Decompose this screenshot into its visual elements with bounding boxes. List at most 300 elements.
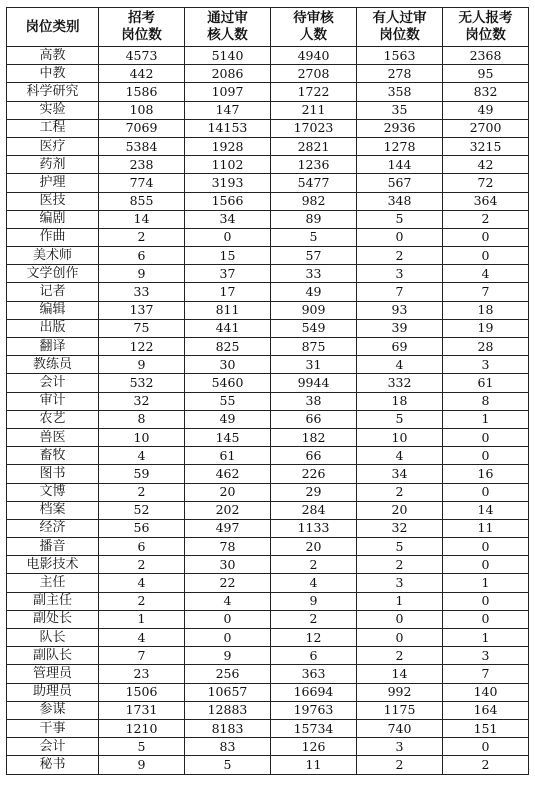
positions-with-approved-cell: 93 [357,301,443,319]
positions-without-applicants-cell: 3 [443,356,529,374]
approved-count-header [185,8,271,47]
approved-count-cell: 17 [185,283,271,301]
approved-count-cell: 462 [185,465,271,483]
category-cell: 副处长 [7,610,99,628]
approved-count-cell: 145 [185,428,271,446]
category-cell: 副队长 [7,647,99,665]
category-cell: 记者 [7,283,99,301]
category-cell: 助理员 [7,683,99,701]
document-page [6,7,529,775]
positions-with-approved-cell: 4 [357,447,443,465]
approved-count-cell: 0 [185,629,271,647]
positions-with-approved-cell: 10 [357,428,443,446]
pending-count-cell: 89 [271,210,357,228]
header-line: 通过审 [207,10,248,26]
table-row [7,701,529,719]
category-cell: 审计 [7,392,99,410]
pending-count-cell: 66 [271,447,357,465]
table-row [7,65,529,83]
table-row [7,228,529,246]
table-row [7,465,529,483]
recruit-positions-cell: 2 [99,483,185,501]
positions-without-applicants-cell: 61 [443,374,529,392]
category-cell: 电影技术 [7,556,99,574]
table-row [7,629,529,647]
recruit-positions-cell: 2 [99,592,185,610]
pending-count-cell: 1722 [271,83,357,101]
positions-without-applicants-cell: 140 [443,683,529,701]
positions-without-applicants-cell: 19 [443,319,529,337]
table-row [7,538,529,556]
positions-without-applicants-cell: 0 [443,610,529,628]
approved-count-cell: 9 [185,647,271,665]
category-cell: 中教 [7,65,99,83]
category-cell: 队长 [7,629,99,647]
category-cell: 主任 [7,574,99,592]
positions-with-approved-cell: 35 [357,101,443,119]
table-row [7,392,529,410]
table-body [7,47,529,775]
table-row [7,665,529,683]
positions-with-approved-cell: 332 [357,374,443,392]
category-cell: 会计 [7,738,99,756]
pending-count-cell: 9 [271,592,357,610]
pending-count-cell: 909 [271,301,357,319]
pending-count-cell: 57 [271,247,357,265]
recruit-positions-cell: 1586 [99,83,185,101]
category-cell: 档案 [7,501,99,519]
approved-count-cell: 5 [185,756,271,774]
positions-with-approved-cell: 992 [357,683,443,701]
pending-count-cell: 2 [271,556,357,574]
table-row [7,101,529,119]
recruit-positions-cell: 33 [99,283,185,301]
pending-count-header [271,8,357,47]
positions-without-applicants-cell: 0 [443,228,529,246]
category-cell: 翻译 [7,338,99,356]
positions-without-applicants-cell: 1 [443,574,529,592]
positions-with-approved-cell: 0 [357,629,443,647]
positions-without-applicants-cell: 2368 [443,47,529,65]
positions-without-applicants-cell: 0 [443,428,529,446]
positions-without-applicants-cell: 0 [443,592,529,610]
table-row [7,647,529,665]
header-line: 核人数 [207,27,248,43]
recruit-positions-cell: 75 [99,319,185,337]
positions-without-applicants-cell: 2 [443,756,529,774]
table-row [7,556,529,574]
category-cell: 药剂 [7,156,99,174]
pending-count-cell: 2708 [271,65,357,83]
approved-count-cell: 1928 [185,137,271,155]
positions-without-applicants-cell: 2 [443,210,529,228]
header-line: 待审核 [293,10,334,26]
table-row [7,483,529,501]
positions-with-approved-cell: 0 [357,610,443,628]
positions-without-applicants-cell: 72 [443,174,529,192]
approved-count-cell: 497 [185,519,271,537]
pending-count-cell: 49 [271,283,357,301]
header-line: 岗位数 [465,27,506,43]
positions-with-approved-cell: 5 [357,210,443,228]
positions-without-applicants-cell: 0 [443,247,529,265]
approved-count-cell: 811 [185,301,271,319]
pending-count-cell: 38 [271,392,357,410]
recruit-positions-cell: 1506 [99,683,185,701]
recruit-positions-cell: 7069 [99,119,185,137]
pending-count-cell: 19763 [271,701,357,719]
pending-count-cell: 2 [271,610,357,628]
positions-with-approved-cell: 3 [357,574,443,592]
approved-count-cell: 15 [185,247,271,265]
pending-count-cell: 284 [271,501,357,519]
table-row [7,174,529,192]
header-line: 有人过审 [372,10,427,26]
positions-with-approved-header [357,8,443,47]
recruit-positions-cell: 1731 [99,701,185,719]
recruit-positions-cell: 23 [99,665,185,683]
category-cell: 兽医 [7,428,99,446]
table-row [7,47,529,65]
positions-with-approved-cell: 2 [357,483,443,501]
table-row [7,247,529,265]
positions-with-approved-cell: 0 [357,228,443,246]
category-cell: 秘书 [7,756,99,774]
positions-without-applicants-cell: 151 [443,719,529,737]
table-row [7,719,529,737]
approved-count-cell: 37 [185,265,271,283]
recruit-positions-cell: 532 [99,374,185,392]
table-row [7,447,529,465]
positions-without-applicants-cell: 16 [443,465,529,483]
positions-with-approved-cell: 20 [357,501,443,519]
approved-count-cell: 3193 [185,174,271,192]
pending-count-cell: 33 [271,265,357,283]
header-line: 岗位数 [121,27,162,43]
recruit-positions-cell: 108 [99,101,185,119]
approved-count-cell: 49 [185,410,271,428]
approved-count-cell: 1097 [185,83,271,101]
pending-count-cell: 16694 [271,683,357,701]
approved-count-cell: 1102 [185,156,271,174]
positions-without-applicants-cell: 1 [443,629,529,647]
positions-without-applicants-cell: 364 [443,192,529,210]
category-cell: 会计 [7,374,99,392]
pending-count-cell: 31 [271,356,357,374]
positions-with-approved-cell: 39 [357,319,443,337]
approved-count-cell: 1566 [185,192,271,210]
recruit-positions-cell: 9 [99,265,185,283]
recruit-positions-cell: 137 [99,301,185,319]
category-header [7,8,99,47]
approved-count-cell: 14153 [185,119,271,137]
positions-with-approved-cell: 278 [357,65,443,83]
approved-count-cell: 30 [185,556,271,574]
recruit-positions-cell: 10 [99,428,185,446]
category-cell: 医技 [7,192,99,210]
pending-count-cell: 875 [271,338,357,356]
pending-count-cell: 5 [271,228,357,246]
pending-count-cell: 226 [271,465,357,483]
header-line: 无人报考 [458,10,513,26]
table-row [7,519,529,537]
category-cell: 畜牧 [7,447,99,465]
recruit-positions-cell: 5384 [99,137,185,155]
pending-count-cell: 363 [271,665,357,683]
positions-without-applicants-cell: 14 [443,501,529,519]
positions-with-approved-cell: 1563 [357,47,443,65]
positions-without-applicants-cell: 164 [443,701,529,719]
pending-count-cell: 12 [271,629,357,647]
table-row [7,119,529,137]
approved-count-cell: 61 [185,447,271,465]
category-cell: 美术师 [7,247,99,265]
pending-count-cell: 182 [271,428,357,446]
header-row [7,8,529,47]
approved-count-cell: 30 [185,356,271,374]
recruit-positions-cell: 4573 [99,47,185,65]
positions-with-approved-cell: 18 [357,392,443,410]
positions-without-applicants-cell: 49 [443,101,529,119]
category-cell: 干事 [7,719,99,737]
recruit-positions-cell: 52 [99,501,185,519]
recruit-positions-cell: 5 [99,738,185,756]
recruit-positions-cell: 4 [99,447,185,465]
pending-count-cell: 6 [271,647,357,665]
positions-without-applicants-cell: 0 [443,556,529,574]
table-row [7,192,529,210]
positions-with-approved-cell: 7 [357,283,443,301]
category-cell: 护理 [7,174,99,192]
table-row [7,738,529,756]
pending-count-cell: 1236 [271,156,357,174]
recruit-positions-cell: 6 [99,538,185,556]
table-row [7,356,529,374]
category-cell: 副主任 [7,592,99,610]
header-line: 招考 [128,10,155,26]
positions-with-approved-cell: 5 [357,410,443,428]
table-row [7,137,529,155]
pending-count-cell: 17023 [271,119,357,137]
pending-count-cell: 15734 [271,719,357,737]
positions-with-approved-cell: 358 [357,83,443,101]
pending-count-cell: 126 [271,738,357,756]
table-row [7,210,529,228]
table-row [7,410,529,428]
approved-count-cell: 78 [185,538,271,556]
approved-count-cell: 5460 [185,374,271,392]
positions-without-applicants-cell: 832 [443,83,529,101]
pending-count-cell: 549 [271,319,357,337]
header-line: 岗位数 [379,27,420,43]
table-row [7,83,529,101]
positions-without-applicants-cell: 0 [443,447,529,465]
category-cell: 播音 [7,538,99,556]
recruit-positions-cell: 14 [99,210,185,228]
positions-with-approved-cell: 1 [357,592,443,610]
header-line: 人数 [300,27,327,43]
category-cell: 教练员 [7,356,99,374]
category-cell: 经济 [7,519,99,537]
positions-without-applicants-cell: 2700 [443,119,529,137]
positions-without-applicants-cell: 1 [443,410,529,428]
recruit-positions-cell: 7 [99,647,185,665]
category-cell: 工程 [7,119,99,137]
pending-count-cell: 5477 [271,174,357,192]
approved-count-cell: 12883 [185,701,271,719]
positions-without-applicants-cell: 11 [443,519,529,537]
approved-count-cell: 83 [185,738,271,756]
positions-with-approved-cell: 14 [357,665,443,683]
positions-with-approved-cell: 3 [357,265,443,283]
recruit-positions-cell: 32 [99,392,185,410]
positions-without-applicants-cell: 4 [443,265,529,283]
pending-count-cell: 4 [271,574,357,592]
approved-count-cell: 20 [185,483,271,501]
recruit-positions-cell: 1210 [99,719,185,737]
recruit-positions-cell: 2 [99,556,185,574]
table-row [7,338,529,356]
table-row [7,283,529,301]
approved-count-cell: 0 [185,228,271,246]
positions-without-applicants-cell: 95 [443,65,529,83]
approved-count-cell: 55 [185,392,271,410]
positions-without-applicants-header [443,8,529,47]
category-cell: 文学创作 [7,265,99,283]
pending-count-cell: 1133 [271,519,357,537]
category-cell: 文博 [7,483,99,501]
approved-count-cell: 256 [185,665,271,683]
approved-count-cell: 202 [185,501,271,519]
recruit-positions-cell: 4 [99,629,185,647]
approved-count-cell: 147 [185,101,271,119]
positions-with-approved-cell: 1175 [357,701,443,719]
category-cell: 管理员 [7,665,99,683]
positions-without-applicants-cell: 7 [443,283,529,301]
positions-without-applicants-cell: 3215 [443,137,529,155]
recruit-positions-cell: 6 [99,247,185,265]
positions-with-approved-cell: 740 [357,719,443,737]
pending-count-cell: 2821 [271,137,357,155]
positions-without-applicants-cell: 18 [443,301,529,319]
table-row [7,319,529,337]
positions-with-approved-cell: 5 [357,538,443,556]
category-cell: 参谋 [7,701,99,719]
table-header [7,8,529,47]
positions-with-approved-cell: 2 [357,756,443,774]
category-cell: 作曲 [7,228,99,246]
table-row [7,683,529,701]
positions-without-applicants-cell: 0 [443,483,529,501]
pending-count-cell: 211 [271,101,357,119]
positions-with-approved-cell: 2936 [357,119,443,137]
recruit-positions-header [99,8,185,47]
approved-count-cell: 22 [185,574,271,592]
positions-with-approved-cell: 2 [357,247,443,265]
table-row [7,374,529,392]
category-cell: 编剧 [7,210,99,228]
positions-without-applicants-cell: 0 [443,738,529,756]
recruit-positions-cell: 8 [99,410,185,428]
approved-count-cell: 2086 [185,65,271,83]
pending-count-cell: 20 [271,538,357,556]
table-row [7,501,529,519]
category-cell: 实验 [7,101,99,119]
approved-count-cell: 8183 [185,719,271,737]
recruit-positions-cell: 442 [99,65,185,83]
positions-with-approved-cell: 32 [357,519,443,537]
pending-count-cell: 4940 [271,47,357,65]
recruit-positions-cell: 2 [99,228,185,246]
category-cell: 编辑 [7,301,99,319]
recruit-positions-cell: 9 [99,356,185,374]
table-row [7,592,529,610]
recruit-positions-cell: 855 [99,192,185,210]
positions-without-applicants-cell: 7 [443,665,529,683]
category-cell: 科学研究 [7,83,99,101]
pending-count-cell: 982 [271,192,357,210]
table-row [7,610,529,628]
category-cell: 高教 [7,47,99,65]
pending-count-cell: 66 [271,410,357,428]
positions-with-approved-cell: 4 [357,356,443,374]
positions-without-applicants-cell: 28 [443,338,529,356]
recruit-positions-cell: 59 [99,465,185,483]
positions-without-applicants-cell: 42 [443,156,529,174]
table-row [7,428,529,446]
positions-with-approved-cell: 69 [357,338,443,356]
positions-with-approved-cell: 2 [357,647,443,665]
table-row [7,156,529,174]
category-cell: 医疗 [7,137,99,155]
positions-with-approved-cell: 348 [357,192,443,210]
category-cell: 农艺 [7,410,99,428]
approved-count-cell: 0 [185,610,271,628]
table-row [7,265,529,283]
positions-with-approved-cell: 1278 [357,137,443,155]
positions-with-approved-cell: 144 [357,156,443,174]
recruit-positions-cell: 9 [99,756,185,774]
table-row [7,301,529,319]
positions-without-applicants-cell: 3 [443,647,529,665]
pending-count-cell: 9944 [271,374,357,392]
positions-with-approved-cell: 34 [357,465,443,483]
approved-count-cell: 825 [185,338,271,356]
approved-count-cell: 4 [185,592,271,610]
category-cell: 出版 [7,319,99,337]
recruit-positions-cell: 1 [99,610,185,628]
table-row [7,574,529,592]
positions-with-approved-cell: 567 [357,174,443,192]
positions-without-applicants-cell: 8 [443,392,529,410]
recruit-positions-cell: 56 [99,519,185,537]
recruit-positions-cell: 4 [99,574,185,592]
statistics-table [6,7,529,775]
approved-count-cell: 34 [185,210,271,228]
table-row [7,756,529,774]
pending-count-cell: 29 [271,483,357,501]
pending-count-cell: 11 [271,756,357,774]
header-line: 岗位类别 [25,18,80,35]
positions-without-applicants-cell: 0 [443,538,529,556]
positions-with-approved-cell: 3 [357,738,443,756]
positions-with-approved-cell: 2 [357,556,443,574]
recruit-positions-cell: 122 [99,338,185,356]
approved-count-cell: 441 [185,319,271,337]
approved-count-cell: 5140 [185,47,271,65]
recruit-positions-cell: 774 [99,174,185,192]
recruit-positions-cell: 238 [99,156,185,174]
